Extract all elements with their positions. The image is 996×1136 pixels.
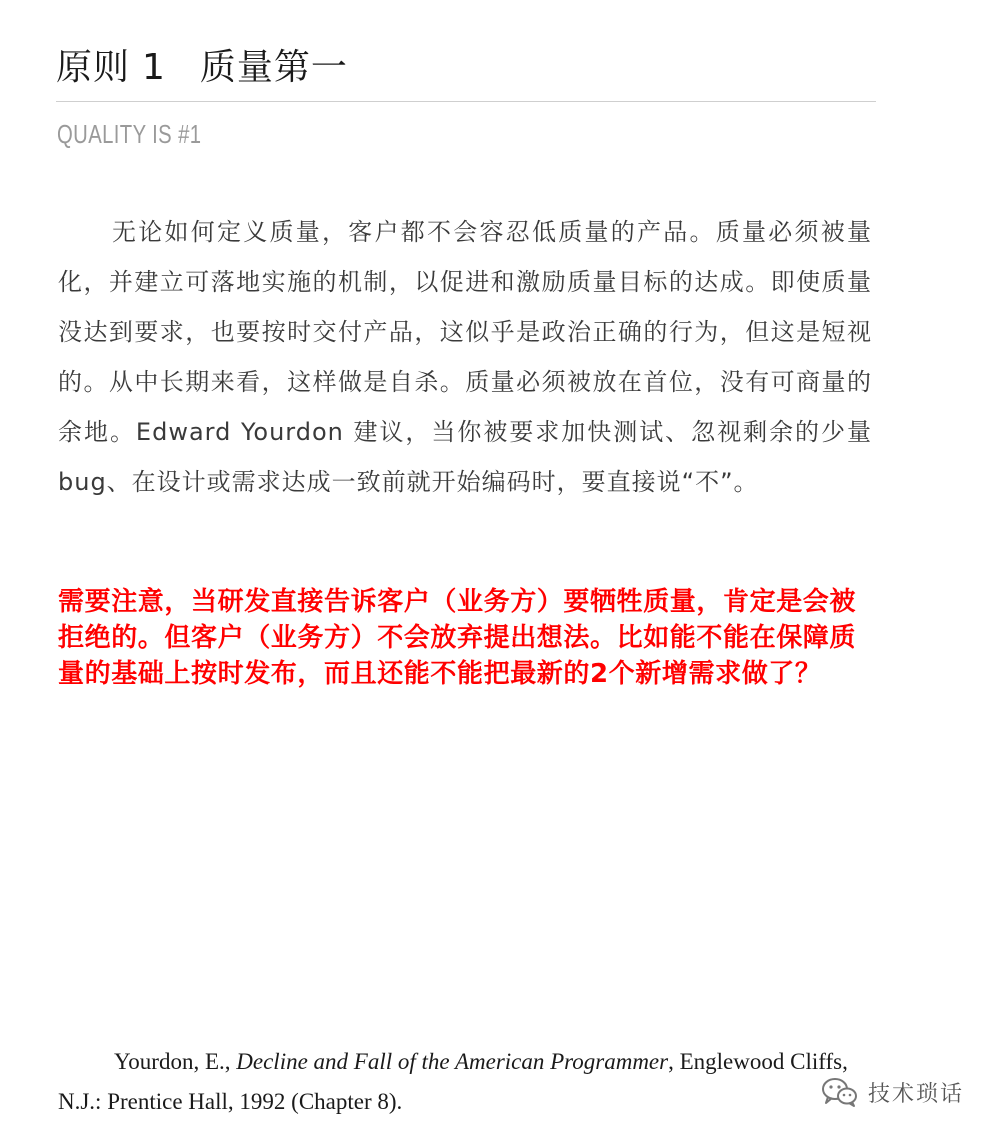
reference-author: Yourdon, E., (114, 1049, 237, 1074)
principle-name: 质量第一 (199, 47, 348, 88)
watermark-text: 技术琐话 (868, 1081, 965, 1107)
red-annotation-note: 需要注意，当研发直接告诉客户（业务方）要牺牲质量，肯定是会被拒绝的。但客户（业务方）不会放弃提出想法。比如能不能在保障质量的基础上按时发布，而且还能不能把最新的2个新增需求做了？ (58, 587, 857, 689)
page-title (56, 42, 348, 94)
wechat-icon (820, 1076, 860, 1108)
reference-publication: , Englewood Cliffs, N.J.: Prentice Hall, 1992 (Chapter 8). (58, 1049, 848, 1114)
title-divider (56, 101, 876, 102)
english-subtitle: QUALITY IS #1 (57, 119, 202, 149)
body-paragraph: 无论如何定义质量，客户都不会容忍低质量的产品。质量必须被量化，并建立可落地实施的机制，以促进和激励质量目标的达成。即使质量没达到要求，也要按时交付产品，这似乎是政治正确的行为，但这是短视的。从中长期来看，这样做是自杀。质量必须被放在首位，没有可商量的余地。Edward Yourdon 建议，当你被要求加快测试、忽视剩余的少量 bug、在设计或需求达成一致前就开始编码时，要直接说“不”。 (58, 218, 872, 496)
watermark (820, 1075, 964, 1109)
footnote-reference (58, 1042, 878, 1122)
reference-book-title: Decline and Fall of the American Programmer (236, 1049, 669, 1074)
principle-number: 1 (142, 47, 166, 88)
principle-label: 原则 (56, 47, 131, 88)
